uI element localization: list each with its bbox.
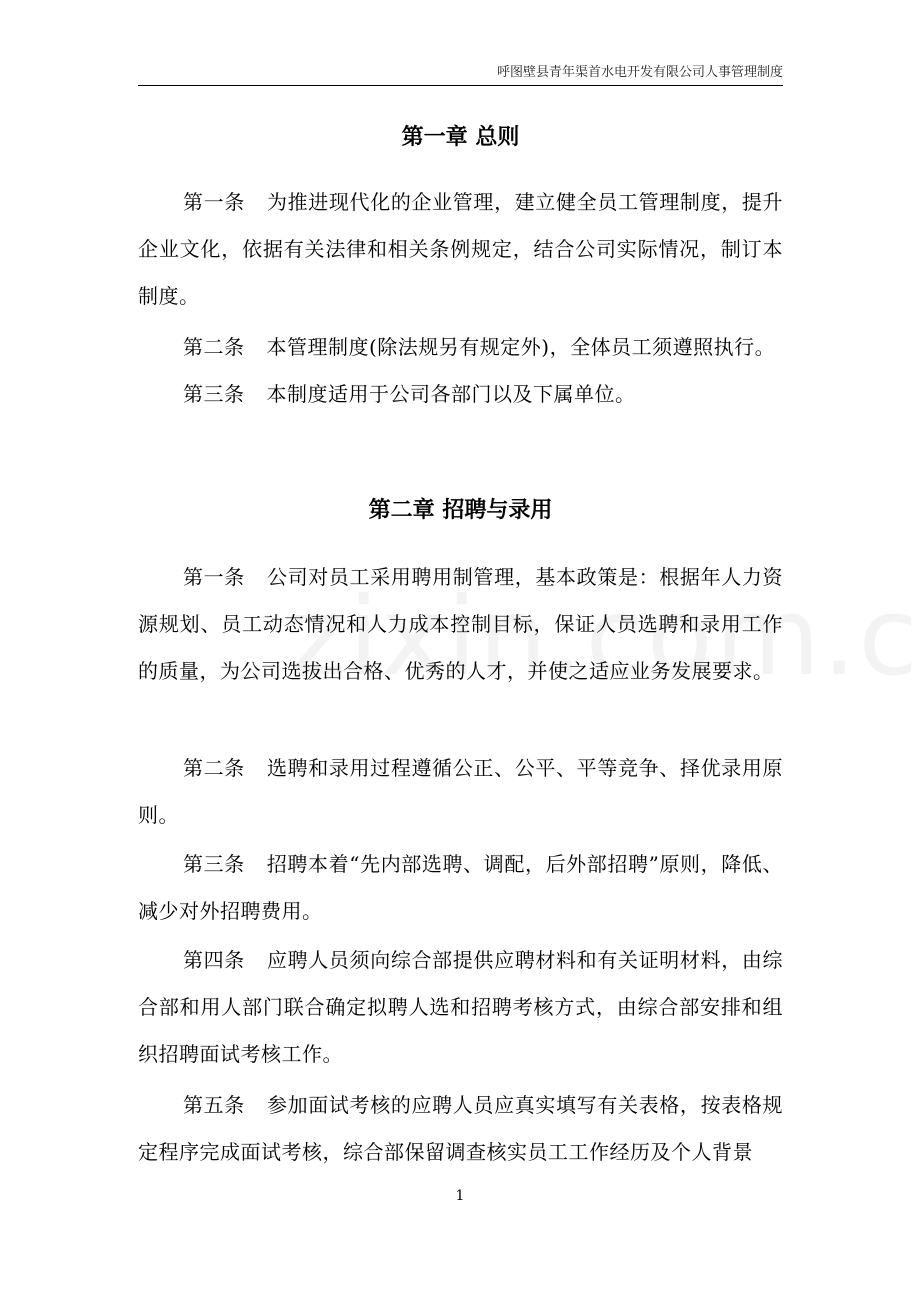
article-text: 应聘人员须向综合部提供应聘材料和有关证明材料，由综合部和用人部门联合确定拟聘人选和招聘考核方式，由综合部安排和组织招聘面试考核工作。 <box>138 948 784 1066</box>
article-number: 第二条 <box>183 335 245 359</box>
chapter-1-title: 第一章 总则 <box>401 124 520 150</box>
article-number: 第五条 <box>183 1093 245 1117</box>
article-text: 本制度适用于公司各部门以及下属单位。 <box>266 382 636 406</box>
article-text: 公司对员工采用聘用制管理，基本政策是：根据年人力资源规划、员工动态情况和人力成本控制目标，保证人员选聘和录用工作的质量，为公司选拔出合格、优秀的人才，并使之适应业务发展要求。 <box>138 565 784 683</box>
page-number: 1 <box>455 1188 465 1204</box>
chapter-1-article-3 <box>138 371 783 418</box>
chapter-2-title: 第二章 招聘与录用 <box>368 497 553 523</box>
chapter-2-article-3 <box>138 841 783 935</box>
article-number: 第三条 <box>183 852 245 876</box>
article-number: 第四条 <box>183 948 245 972</box>
article-text: 选聘和录用过程遵循公正、公平、平等竞争、择优录用原则。 <box>138 756 784 827</box>
article-text: 招聘本着“先内部选聘、调配，后外部招聘”原则，降低、减少对外招聘费用。 <box>138 852 783 923</box>
article-text: 为推进现代化的企业管理，建立健全员工管理制度，提升企业文化，依据有关法律和相关条例规定，结合公司实际情况，制订本制度。 <box>138 190 784 308</box>
article-number: 第一条 <box>183 565 245 589</box>
chapter-2-article-2 <box>138 745 783 839</box>
chapter-2-article-4 <box>138 937 783 1078</box>
article-text: 参加面试考核的应聘人员应真实填写有关表格，按表格规定程序完成面试考核，综合部保留调查核实员工工作经历及个人背景 <box>138 1093 784 1164</box>
article-number: 第一条 <box>183 190 245 214</box>
running-header: 呼图壁县青年渠首水电开发有限公司人事管理制度 <box>138 62 783 86</box>
article-number: 第二条 <box>183 756 245 780</box>
chapter-1-article-1 <box>138 179 783 320</box>
chapter-2-article-1 <box>138 554 783 695</box>
article-text: 本管理制度(除法规另有规定外)，全体员工须遵照执行。 <box>266 335 776 359</box>
article-number: 第三条 <box>183 382 245 406</box>
chapter-2-article-5 <box>138 1082 783 1176</box>
chapter-1-article-2 <box>138 324 783 371</box>
